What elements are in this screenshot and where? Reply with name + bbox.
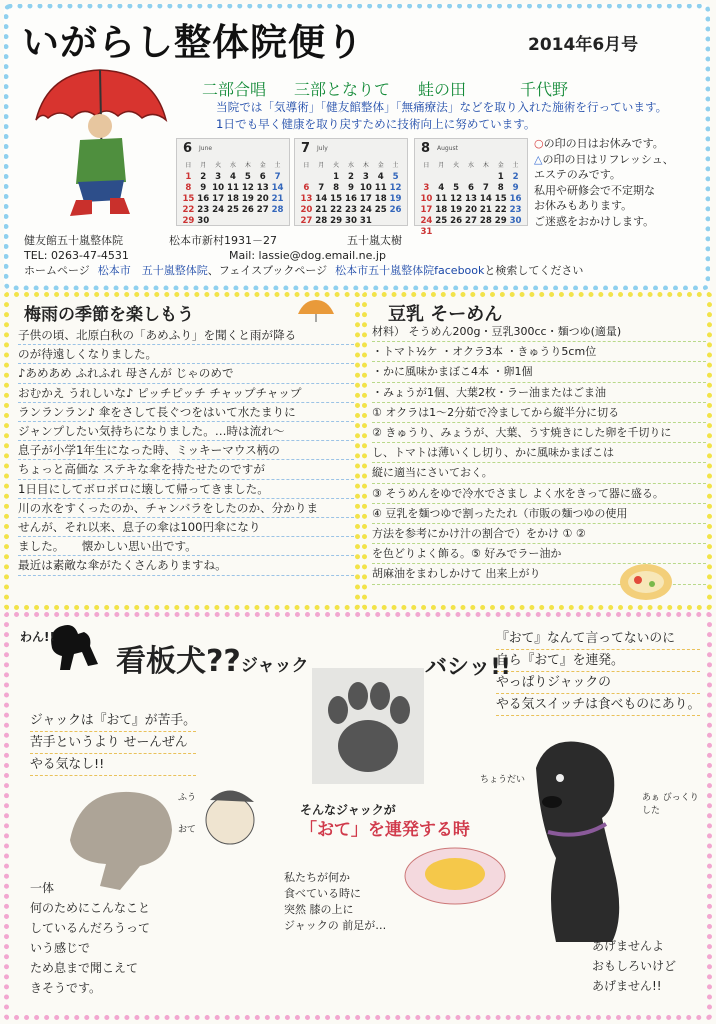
holiday-notes bbox=[534, 136, 674, 229]
calendar-day: 4 bbox=[438, 183, 445, 193]
calendar-day: 5 bbox=[244, 172, 251, 182]
calendar-day: 3 bbox=[362, 172, 369, 182]
dog-exclaim: わん!! bbox=[20, 630, 55, 644]
dog-sigh-bubble: ふう bbox=[178, 793, 197, 803]
calendar-day: 29 bbox=[330, 216, 343, 226]
tsuyu-line: 息子が小学1年生になった時、ミッキーマウス柄の bbox=[18, 441, 354, 460]
calendar-blank bbox=[434, 172, 449, 182]
calendar-day: 25 bbox=[227, 205, 239, 215]
calendar-july bbox=[294, 138, 408, 226]
jack-bottom-right-text bbox=[592, 936, 676, 996]
speech-line: 苦手というより せーんぜん bbox=[30, 732, 196, 754]
calendar-day: 5 bbox=[453, 183, 460, 193]
soumen-title: 豆乳 そーめん bbox=[388, 304, 503, 325]
weekday-header: 日 bbox=[303, 162, 310, 169]
weekday-header: 水 bbox=[347, 162, 354, 169]
weekday-header: 土 bbox=[512, 162, 519, 169]
calendar-day: 19 bbox=[450, 205, 463, 215]
search-suffix: と検索してください bbox=[484, 264, 584, 277]
calendar-day: 21 bbox=[315, 205, 328, 215]
calendar-day: 24 bbox=[212, 205, 225, 215]
speech-line: やる気なし!! bbox=[30, 754, 196, 776]
calendar-day: 24 bbox=[420, 216, 433, 226]
intro-line: 当院では「気導術」「健友館整体」「無痛療法」などを取り入れた施術を行っています。 bbox=[216, 100, 668, 114]
calendar-day: 15 bbox=[494, 194, 507, 204]
calendar-day: 12 bbox=[389, 183, 402, 193]
speech-line: いう感じで bbox=[30, 941, 91, 955]
calendar-day: 11 bbox=[374, 183, 387, 193]
calendar-day: 9 bbox=[348, 183, 354, 193]
speech-line: 『おて』なんて言ってないのに bbox=[496, 628, 700, 650]
dog-silhouette-icon bbox=[44, 618, 104, 676]
caption-line: 食べている時に bbox=[284, 887, 361, 900]
calendar-day: 14 bbox=[315, 194, 328, 204]
calendar-day: 8 bbox=[497, 183, 504, 193]
calendar-day: 20 bbox=[256, 194, 269, 204]
note-line: ご迷惑をおかけします。 bbox=[534, 214, 655, 228]
calendar-june bbox=[176, 138, 290, 226]
recipe-line: ・みょうが1個、大葉2枚・ラー油またはごま油 bbox=[372, 383, 706, 403]
calendar-day: 15 bbox=[330, 194, 343, 204]
recipe-line: 方法を参考にかけ汁の割合で）をかけ ① ② bbox=[372, 524, 706, 544]
calendar-day: 18 bbox=[435, 205, 448, 215]
haiku-line-3: 蛙の田 bbox=[418, 80, 467, 99]
haiku bbox=[202, 77, 596, 100]
recipe-line: ・かに風味かまぼこ4本 ・卵1個 bbox=[372, 362, 706, 382]
paw-illustration bbox=[306, 662, 430, 790]
weekday-header: 月 bbox=[200, 162, 207, 169]
jack-title-main: 看板犬?? bbox=[116, 644, 241, 679]
umbrella-child-illustration bbox=[26, 62, 174, 220]
facebook-search[interactable]: 松本市五十嵐整体院facebook bbox=[335, 264, 485, 277]
speech-line: おもしろいけど bbox=[592, 959, 677, 973]
tsuyu-line: ジャンプしたい気持ちになりました。…時は流れ〜 bbox=[18, 422, 354, 441]
calendar-day: 22 bbox=[330, 205, 343, 215]
calendar-day: 19 bbox=[241, 194, 254, 204]
calendar-day: 2 bbox=[200, 172, 207, 182]
homepage-label: ホームページ bbox=[24, 264, 90, 277]
calendar-day: 28 bbox=[315, 216, 328, 226]
speech-line: 一体 bbox=[30, 881, 55, 895]
calendar-day: 16 bbox=[197, 194, 210, 204]
jack-right-text bbox=[496, 628, 700, 716]
note-line: エステのみです。 bbox=[534, 168, 621, 181]
tsuyu-line: 子供の頃、北原白秋の「あめふり」を聞くと雨が降る bbox=[18, 326, 354, 345]
homepage-search[interactable]: 松本市 五十嵐整体院 bbox=[97, 264, 208, 277]
tsuyu-line: せんが、それ以来、息子の傘は100円傘になり bbox=[18, 518, 354, 537]
calendar-day: 6 bbox=[259, 172, 266, 182]
weekday-header: 金 bbox=[259, 162, 266, 169]
umbrella-icon bbox=[296, 300, 336, 324]
calendar-day: 22 bbox=[494, 205, 507, 215]
speech-line: 何のためにこんなこと bbox=[30, 901, 151, 915]
soumen-recipe bbox=[372, 322, 706, 585]
calendar-day: 5 bbox=[392, 172, 399, 182]
calendar-day: 9 bbox=[512, 183, 519, 193]
calendar-day: 11 bbox=[227, 183, 239, 193]
clinic-name: 健友館五十嵐整体院 bbox=[24, 234, 123, 247]
haiku-line-1: 二部合唱 bbox=[202, 80, 267, 99]
calendar-day: 20 bbox=[300, 205, 313, 215]
calendar-day: 29 bbox=[182, 216, 195, 226]
weekday-header: 木 bbox=[244, 162, 251, 169]
soumen-bowl-illustration bbox=[618, 560, 674, 604]
calendar-day: 31 bbox=[359, 216, 372, 226]
calendar-day: 14 bbox=[271, 183, 284, 193]
haiku-author: 千代野 bbox=[520, 80, 569, 99]
recipe-line: し、トマトは薄いくし切り、かに風味かまぼこは bbox=[372, 443, 706, 463]
calendar-day: 2 bbox=[512, 172, 519, 182]
calendar-day: 21 bbox=[479, 205, 492, 215]
calendar-day: 29 bbox=[494, 216, 507, 226]
calendar-month: 6 bbox=[183, 141, 193, 156]
calendar-day: 16 bbox=[345, 194, 357, 204]
weekday-header: 日 bbox=[423, 162, 430, 169]
calendar-day: 7 bbox=[482, 183, 489, 193]
recipe-line: を色どりよく飾る。⑤ 好みでラー油か bbox=[372, 544, 706, 564]
calendar-day: 1 bbox=[497, 172, 504, 182]
mid-caption-line-2: 「おて」を連発する時 bbox=[300, 820, 470, 840]
weekday-header: 月 bbox=[438, 162, 445, 169]
person-speech-bubble: おて bbox=[178, 825, 196, 835]
speech-line: あげません!! bbox=[592, 979, 662, 993]
speech-line: しているんだろうって bbox=[30, 921, 151, 935]
weekday-header: 木 bbox=[362, 162, 369, 169]
calendar-day: 26 bbox=[450, 216, 463, 226]
tsuyu-line: 最近は素敵な傘がたくさんありますね。 bbox=[18, 556, 354, 575]
weekday-header: 金 bbox=[377, 162, 384, 169]
calendar-day: 8 bbox=[333, 183, 340, 193]
calendar-day: 31 bbox=[420, 227, 433, 237]
calendar-day: 6 bbox=[303, 183, 310, 193]
calendar-month-name: August bbox=[437, 145, 458, 152]
calendar-day: 30 bbox=[509, 216, 522, 226]
weekday-header: 月 bbox=[318, 162, 325, 169]
weekday-header: 水 bbox=[229, 162, 236, 169]
recipe-line: ③ そうめんをゆで冷水でさまし よく水をきって器に盛る。 bbox=[372, 484, 706, 504]
calendar-day: 17 bbox=[212, 194, 225, 204]
calendar-day: 10 bbox=[420, 194, 433, 204]
triangle-symbol: △ bbox=[534, 152, 543, 166]
calendar-day: 6 bbox=[468, 183, 474, 193]
calendar-day: 24 bbox=[359, 205, 372, 215]
calendar-day: 19 bbox=[389, 194, 402, 204]
caption-line: 突然 膝の上に bbox=[284, 903, 354, 916]
jack-dog-illustration bbox=[516, 728, 640, 944]
speech-line: あげませんよ bbox=[592, 939, 665, 953]
calendar-day: 27 bbox=[300, 216, 313, 226]
calendar-month-name: July bbox=[317, 145, 328, 152]
calendar-august bbox=[414, 138, 528, 237]
calendar-blank bbox=[449, 172, 464, 182]
recipe-line: ② きゅうり、みょうが、大葉、うす焼きにした卵を千切りに bbox=[372, 423, 706, 443]
note-line: の印の日はお休みです。 bbox=[543, 137, 664, 150]
surprised-bubble: あぁ びっくりした bbox=[642, 793, 699, 816]
director-name: 五十嵐太樹 bbox=[347, 234, 402, 247]
calendar-day: 15 bbox=[182, 194, 195, 204]
weekday-header: 火 bbox=[333, 162, 340, 169]
calendar-day: 16 bbox=[509, 194, 522, 204]
mid-caption-line-1: そんなジャックが bbox=[300, 803, 396, 817]
tsuyu-line: ♪あめあめ ふれふれ 母さんが じゃのめで bbox=[18, 364, 354, 383]
calendar-day: 10 bbox=[212, 183, 225, 193]
recipe-line: ・トマト½ケ ・オクラ3本 ・きゅうり5cm位 bbox=[372, 342, 706, 362]
tsuyu-line: ちょっと高価な ステキな傘を持たせたのですが bbox=[18, 460, 354, 479]
calendar-day: 27 bbox=[465, 216, 477, 226]
weekday-header: 水 bbox=[467, 162, 474, 169]
calendar-day: 4 bbox=[230, 172, 236, 182]
jack-left-text bbox=[30, 710, 196, 776]
calendar-month-name: June bbox=[199, 145, 213, 152]
recipe-line: ④ 豆乳を麺つゆで割ったたれ（市販の麺つゆの使用 bbox=[372, 504, 706, 524]
speech-line: きそうです。 bbox=[30, 981, 102, 995]
calendar-day: 25 bbox=[374, 205, 387, 215]
weekday-header: 火 bbox=[453, 162, 460, 169]
circle-symbol: ○ bbox=[534, 137, 544, 150]
issue-date: 2014年6月号 bbox=[528, 35, 639, 55]
calendar-day: 7 bbox=[274, 172, 281, 182]
calendar-day: 27 bbox=[256, 205, 269, 215]
clinic-address: 松本市新村1931－27 bbox=[169, 234, 277, 247]
masthead-title: いがらし整体院便り bbox=[22, 21, 364, 64]
jack-bottom-left-text bbox=[30, 878, 150, 998]
weekday-header: 火 bbox=[215, 162, 222, 169]
speech-line: ため息まで聞こえて bbox=[30, 961, 139, 975]
speech-line: ジャックは『おて』が苦手。 bbox=[30, 710, 196, 732]
intro-line: 1日でも早く健康を取り戻すために技術向上に努めています。 bbox=[216, 117, 536, 131]
caption-line: ジャックの 前足が… bbox=[284, 919, 387, 932]
calendar-blank bbox=[478, 172, 493, 182]
speech-line: やる気スイッチは食べものにあり。 bbox=[496, 694, 700, 716]
weekday-header: 木 bbox=[482, 162, 489, 169]
calendar-day: 30 bbox=[197, 216, 210, 226]
mid-caption bbox=[300, 800, 470, 840]
calendar-day: 26 bbox=[389, 205, 402, 215]
dog-beg-bubble: ちょうだい bbox=[480, 775, 526, 785]
tsuyu-body bbox=[18, 326, 354, 576]
calendar-day: 13 bbox=[465, 194, 477, 204]
jack-title bbox=[116, 636, 308, 680]
calendar-day: 18 bbox=[227, 194, 239, 204]
calendar-day: 20 bbox=[465, 205, 477, 215]
tsuyu-line: おむかえ うれしいな♪ ピッチピッチ チャップチャップ bbox=[18, 384, 354, 403]
caption-line: 私たちが何か bbox=[284, 871, 350, 884]
calendar-day: 12 bbox=[241, 183, 254, 193]
calendar-month: 7 bbox=[301, 141, 311, 156]
calendar-day: 7 bbox=[318, 183, 325, 193]
calendar-day: 28 bbox=[271, 205, 284, 215]
calendar-day: 13 bbox=[300, 194, 313, 204]
calendar-day: 26 bbox=[241, 205, 254, 215]
calendar-day: 23 bbox=[509, 205, 522, 215]
clinic-mail: Mail: lassie@dog.email.ne.jp bbox=[229, 249, 386, 262]
calendar-blank bbox=[419, 172, 434, 182]
speech-line: やっぱりジャックの bbox=[496, 672, 700, 694]
calendar-day: 17 bbox=[420, 205, 433, 215]
tsuyu-line: ました。 懐かしい思い出です。 bbox=[18, 537, 354, 556]
recipe-line: 縦に適当にさいておく。 bbox=[372, 463, 706, 483]
recipe-line: ① オクラは1〜2分茹で冷ましてから縦半分に切る bbox=[372, 403, 706, 423]
calendar-day: 9 bbox=[200, 183, 207, 193]
weekday-header: 土 bbox=[392, 162, 399, 169]
calendar-day: 30 bbox=[345, 216, 357, 226]
table-caption bbox=[284, 870, 386, 934]
calendar-day: 3 bbox=[423, 183, 430, 193]
note-line: の印の日はリフレッシュ、 bbox=[542, 152, 674, 166]
calendar-day: 13 bbox=[256, 183, 269, 193]
calendar-day: 23 bbox=[345, 205, 357, 215]
tsuyu-line: のが待遠しくなりました。 bbox=[18, 345, 354, 364]
calendar-day: 25 bbox=[435, 216, 448, 226]
calendar-day: 1 bbox=[185, 172, 192, 182]
tsuyu-title: 梅雨の季節を楽しもう bbox=[24, 305, 194, 325]
calendar-day: 11 bbox=[435, 194, 448, 204]
tsuyu-line: 川の水をすくったのか、チャンバラをしたのか、分かりま bbox=[18, 499, 354, 518]
jack-title-name: ジャック bbox=[240, 656, 309, 676]
calendar-day: 22 bbox=[182, 205, 195, 215]
weekday-header: 金 bbox=[497, 162, 504, 169]
calendar-day: 14 bbox=[479, 194, 492, 204]
calendar-day: 1 bbox=[333, 172, 340, 182]
calendar-day: 23 bbox=[197, 205, 210, 215]
intro-text bbox=[216, 99, 667, 133]
tsuyu-line: 1日目にしてボロボロに壊して帰ってきました。 bbox=[18, 480, 354, 499]
calendar-day: 2 bbox=[348, 172, 354, 182]
contact-info bbox=[24, 233, 583, 278]
note-line: お休みもあります。 bbox=[534, 199, 633, 212]
calendar-day: 21 bbox=[271, 194, 284, 204]
calendar-blank bbox=[314, 172, 329, 182]
note-line: 私用や研修会で不定期な bbox=[534, 183, 655, 197]
calendar-month: 8 bbox=[421, 141, 431, 156]
plate-illustration bbox=[400, 840, 510, 910]
calendar-day: 4 bbox=[377, 172, 384, 182]
weekday-header: 日 bbox=[185, 162, 192, 169]
calendar-blank bbox=[464, 172, 479, 182]
recipe-line: 材料） そうめん200g・豆乳300cc・麺つゆ(適量) bbox=[372, 322, 706, 342]
recipe-line: 胡麻油をまわしかけて 出来上がり bbox=[372, 564, 706, 584]
calendar-day: 17 bbox=[359, 194, 372, 204]
facebook-label: 、フェイスブックページ bbox=[207, 264, 328, 277]
calendar-day: 12 bbox=[450, 194, 463, 204]
haiku-line-2: 三部となりて bbox=[294, 80, 391, 99]
bashi-sound: バシッ!! bbox=[425, 655, 511, 680]
speech-line: 自ら『おて』を連発。 bbox=[496, 650, 700, 672]
calendar-blank bbox=[299, 172, 314, 182]
calendar-day: 10 bbox=[359, 183, 372, 193]
calendar-day: 8 bbox=[185, 183, 192, 193]
tsuyu-line: ランランラン♪ 傘をさして長ぐつをはいて水たまりに bbox=[18, 403, 354, 422]
clinic-tel: TEL: 0263-47-4531 bbox=[24, 249, 129, 262]
calendar-day: 18 bbox=[374, 194, 387, 204]
weekday-header: 土 bbox=[274, 162, 281, 169]
calendar-day: 28 bbox=[479, 216, 492, 226]
calendar-day: 3 bbox=[215, 172, 222, 182]
